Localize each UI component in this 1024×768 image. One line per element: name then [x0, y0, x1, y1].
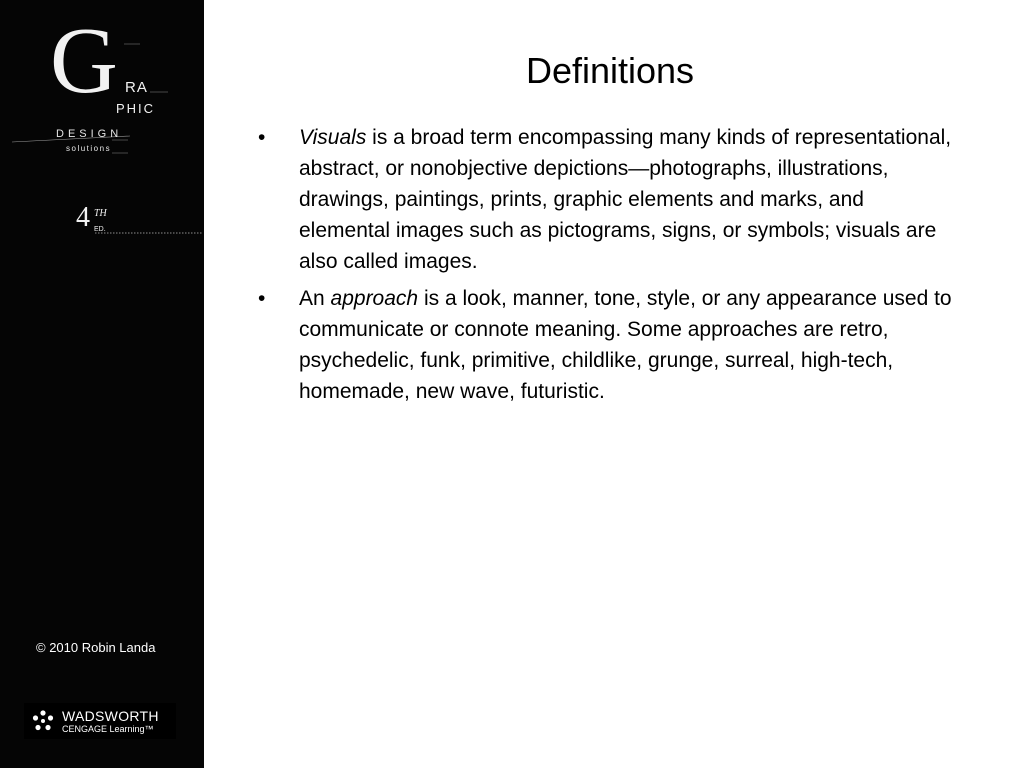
- bullet-term: approach: [330, 287, 419, 310]
- bullet-marker: •: [258, 126, 266, 149]
- bullet-list: [258, 122, 958, 413]
- edition-suffix: TH: [94, 208, 107, 219]
- edition-number: 4: [76, 202, 90, 233]
- cengage-star-icon: [31, 709, 55, 733]
- logo-text-design: DESIGN: [56, 128, 123, 140]
- bullet-marker: •: [258, 287, 266, 310]
- bullet-term: Visuals: [299, 126, 367, 149]
- sidebar: [0, 0, 204, 768]
- copyright-notice: © 2010 Robin Landa: [36, 640, 156, 655]
- slide-title: Definitions: [525, 50, 695, 91]
- logo-text-phic: PHIC: [116, 101, 156, 116]
- bullet-item-approach: [258, 283, 958, 407]
- bullet-item-visuals: [258, 122, 958, 277]
- publisher-logo: [24, 703, 176, 739]
- bullet-text: is a look, manner, tone, style, or any appearance used to communicate or connote meaning. Some approaches are retro, psychedelic, funk, primitive, childlike, grunge, surreal, high-tech, homemade, new wave, futuristic.: [299, 287, 952, 403]
- bullet-text: is a broad term encompassing many kinds of representational, abstract, or nonobjective depictions—photographs, illustrations, drawings, paintings, prints, graphic elements and marks, and elemental images such as pictograms, signs, or symbols; visuals are also called images.: [299, 126, 952, 273]
- logo-text-ra: RA: [125, 79, 148, 96]
- logo-text-solutions: solutions: [66, 144, 112, 153]
- publisher-subtitle: CENGAGE Learning™: [62, 724, 154, 734]
- publisher-name: WADSWORTH: [62, 708, 159, 724]
- edition-label: ED.: [94, 226, 106, 233]
- logo-letter-g: G: [50, 9, 118, 113]
- book-logo: [0, 0, 204, 260]
- bullet-lead: An: [299, 287, 331, 310]
